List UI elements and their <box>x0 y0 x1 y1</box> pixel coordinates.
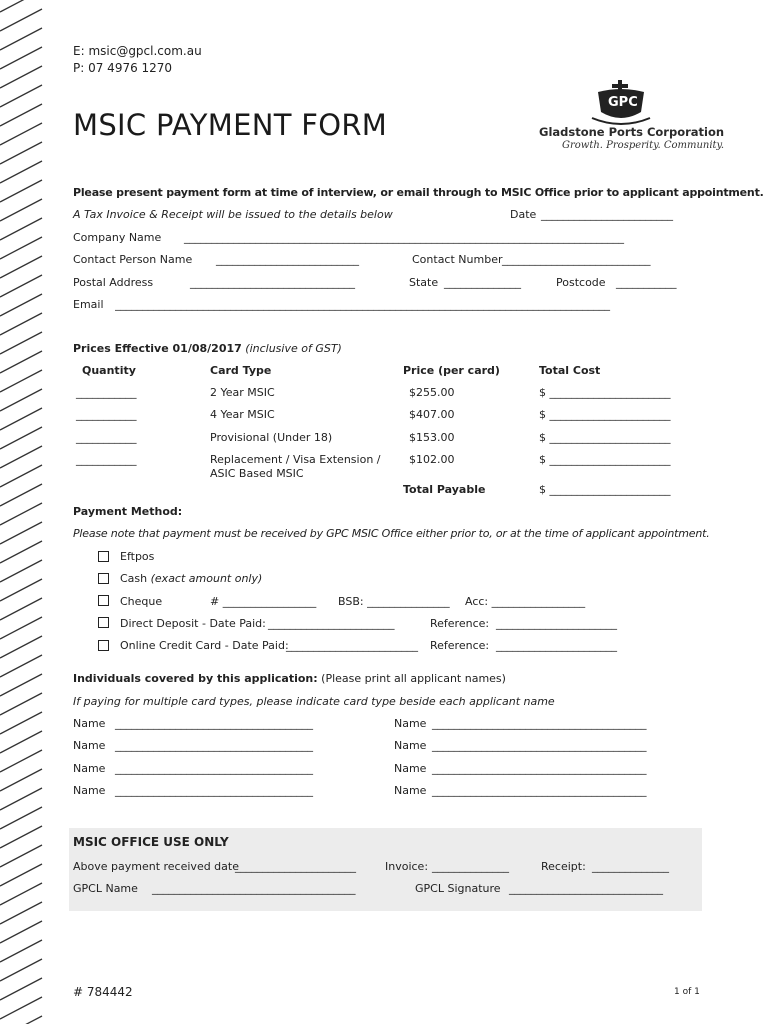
stripe-line <box>0 332 42 354</box>
stripe-line <box>0 674 42 696</box>
email-field[interactable]: __________________________________________________________________________________________ <box>115 298 610 311</box>
stripe-line <box>0 47 42 69</box>
received-date-field[interactable]: ______________________ <box>235 860 356 873</box>
total-payable-field[interactable]: $ ______________________ <box>539 483 671 496</box>
stripe-line <box>0 598 42 620</box>
postcode-field[interactable]: ___________ <box>616 276 677 289</box>
stripe-line <box>0 465 42 487</box>
online-credit-card-checkbox[interactable] <box>98 640 109 651</box>
name-label: Name <box>73 739 106 752</box>
quantity-field-provisional[interactable]: ___________ <box>76 431 137 444</box>
stripe-line <box>0 788 42 810</box>
date-label: Date <box>510 208 537 221</box>
date-field[interactable]: ________________________ <box>541 208 673 221</box>
company-name-field[interactable]: ________________________________________________________________________________ <box>184 231 624 244</box>
stripe-line <box>0 541 42 563</box>
name-label: Name <box>73 762 106 775</box>
stripe-line <box>0 864 42 886</box>
stripe-line <box>0 769 42 791</box>
logo-tagline: Growth. Prosperity. Community. <box>562 140 725 151</box>
contact-person-field[interactable]: __________________________ <box>216 253 359 266</box>
direct-deposit-checkbox[interactable] <box>98 617 109 628</box>
postcode-label: Postcode <box>556 276 606 289</box>
stripe-line <box>0 750 42 772</box>
quantity-field-replacement[interactable]: ___________ <box>76 453 137 466</box>
stripe-line <box>0 902 42 924</box>
gpcl-name-field[interactable]: _____________________________________ <box>152 882 356 895</box>
gpcl-signature-field[interactable]: ____________________________ <box>509 882 663 895</box>
stripe-line <box>0 0 42 12</box>
acc-field[interactable]: Acc: _________________ <box>465 595 586 608</box>
name-field[interactable]: _______________________________________ <box>432 739 647 752</box>
stripe-line <box>0 446 42 468</box>
office-use-heading: MSIC OFFICE USE ONLY <box>73 835 229 849</box>
stripe-line <box>0 693 42 715</box>
stripe-line <box>0 123 42 145</box>
contact-email: E: msic@gpcl.com.au <box>73 44 202 58</box>
logo-name: Gladstone Ports Corporation <box>539 125 725 139</box>
total-payable-label: Total Payable <box>403 483 486 496</box>
col-quantity: Quantity <box>82 364 136 377</box>
name-label: Name <box>73 717 106 730</box>
online-credit-card-label: Online Credit Card - Date Paid: <box>120 639 289 652</box>
individuals-heading-note: (Please print all applicant names) <box>321 672 506 685</box>
cash-note: (exact amount only) <box>150 572 263 585</box>
stripe-line <box>0 883 42 905</box>
stripe-line <box>0 617 42 639</box>
price-provisional: $153.00 <box>409 431 455 444</box>
eftpos-checkbox[interactable] <box>98 551 109 562</box>
stripe-line <box>0 389 42 411</box>
price-replacement: $102.00 <box>409 453 455 466</box>
name-label: Name <box>394 784 427 797</box>
instruction-text: Please present payment form at time of interview, or email through to MSIC Office prior to applicant appointment. <box>73 186 764 199</box>
stripe-line <box>0 959 42 981</box>
name-label: Name <box>394 762 427 775</box>
direct-deposit-date-field[interactable]: _______________________ <box>268 617 395 630</box>
cheque-number-field[interactable]: # _________________ <box>210 595 317 608</box>
direct-deposit-reference-label: Reference: <box>430 617 490 630</box>
cheque-checkbox[interactable] <box>98 595 109 606</box>
name-label: Name <box>394 739 427 752</box>
stripe-line <box>0 237 42 259</box>
online-date-field[interactable]: ________________________ <box>286 639 418 652</box>
individuals-note: If paying for multiple card types, please indicate card type beside each applicant name <box>73 695 555 708</box>
direct-deposit-reference-field[interactable]: ______________________ <box>496 617 617 630</box>
state-label: State <box>409 276 439 289</box>
cash-label-row <box>120 572 262 585</box>
gpcl-signature-label: GPCL Signature <box>415 882 501 895</box>
stripe-line <box>0 294 42 316</box>
stripe-line <box>0 104 42 126</box>
stripe-line <box>0 218 42 240</box>
card-type-replacement: Replacement / Visa Extension / <box>210 453 381 466</box>
postal-address-field[interactable]: ______________________________ <box>190 276 355 289</box>
price-4yr: $407.00 <box>409 408 455 421</box>
total-field-4yr[interactable]: $ ______________________ <box>539 408 671 421</box>
logo-badge: GPC <box>608 95 638 110</box>
stripe-line <box>0 826 42 848</box>
received-date-label: Above payment received date <box>73 860 239 873</box>
card-type-provisional: Provisional (Under 18) <box>210 431 333 444</box>
total-field-2yr[interactable]: $ ______________________ <box>539 386 671 399</box>
stripe-line <box>0 9 42 31</box>
cash-checkbox[interactable] <box>98 573 109 584</box>
company-name-label: Company Name <box>73 231 162 244</box>
receipt-label: Receipt: <box>541 860 586 873</box>
stripe-line <box>0 712 42 734</box>
document-number: # 784442 <box>73 985 133 999</box>
prices-gst-note: (inclusive of GST) <box>245 342 342 355</box>
page-title: MSIC PAYMENT FORM <box>73 108 388 142</box>
name-label: Name <box>73 784 106 797</box>
name-field[interactable]: ____________________________________ <box>115 717 313 730</box>
price-2yr: $255.00 <box>409 386 455 399</box>
stripe-line <box>0 66 42 88</box>
col-total: Total Cost <box>539 364 601 377</box>
stripe-line <box>0 503 42 525</box>
stripe-line <box>0 807 42 829</box>
stripe-line <box>0 275 42 297</box>
stripe-line <box>0 351 42 373</box>
stripe-line <box>0 560 42 582</box>
direct-deposit-label: Direct Deposit - Date Paid: <box>120 617 266 630</box>
page-number: 1 of 1 <box>674 987 700 997</box>
stripe-line <box>0 161 42 183</box>
card-type-4yr: 4 Year MSIC <box>210 408 275 421</box>
individuals-heading: Individuals covered by this application: <box>73 672 318 685</box>
name-field[interactable]: ____________________________________ <box>115 739 313 752</box>
stripe-line <box>0 940 42 962</box>
online-reference-label: Reference: <box>430 639 490 652</box>
stripe-line <box>0 142 42 164</box>
card-type-2yr: 2 Year MSIC <box>210 386 275 399</box>
name-field[interactable]: ____________________________________ <box>115 762 313 775</box>
payment-method-heading: Payment Method: <box>73 505 183 518</box>
stripe-line <box>0 85 42 107</box>
cheque-label: Cheque <box>120 595 163 608</box>
stripe-line <box>0 522 42 544</box>
payment-note: Please note that payment must be received by GPC MSIC Office either prior to, or at the time of applicant appointment. <box>73 527 710 540</box>
prices-heading-row <box>73 342 342 355</box>
receipt-field[interactable]: ______________ <box>592 860 669 873</box>
stripe-line <box>0 427 42 449</box>
stripe-line <box>0 199 42 221</box>
stripe-line <box>0 731 42 753</box>
stripe-line <box>0 997 42 1019</box>
stripe-line <box>0 28 42 50</box>
stripe-line <box>0 1016 42 1024</box>
contact-number-field[interactable]: ___________________________ <box>502 253 651 266</box>
prices-heading: Prices Effective 01/08/2017 <box>73 342 242 355</box>
stripe-line <box>0 921 42 943</box>
stripe-line <box>0 845 42 867</box>
stripe-line <box>0 579 42 601</box>
quantity-field-4yr[interactable]: ___________ <box>76 408 137 421</box>
stripe-line <box>0 655 42 677</box>
eftpos-label: Eftpos <box>120 550 155 563</box>
stripe-line <box>0 484 42 506</box>
contact-number-label: Contact Number <box>412 253 503 266</box>
stripe-line <box>0 978 42 1000</box>
invoice-field[interactable]: ______________ <box>432 860 509 873</box>
bsb-field[interactable]: BSB: _______________ <box>338 595 450 608</box>
card-type-replacement-line2: ASIC Based MSIC <box>210 467 304 480</box>
stripe-line <box>0 313 42 335</box>
invoice-label: Invoice: <box>385 860 429 873</box>
decorative-stripes <box>0 0 44 1024</box>
stripe-line <box>0 256 42 278</box>
col-price: Price (per card) <box>403 364 500 377</box>
state-field[interactable]: ______________ <box>444 276 521 289</box>
stripe-line <box>0 370 42 392</box>
cash-label: Cash <box>120 572 148 585</box>
name-field[interactable]: _______________________________________ <box>432 762 647 775</box>
col-card-type: Card Type <box>210 364 272 377</box>
stripe-line <box>0 408 42 430</box>
name-field[interactable]: ____________________________________ <box>115 784 313 797</box>
email-label: Email <box>73 298 104 311</box>
total-field-provisional[interactable]: $ ______________________ <box>539 431 671 444</box>
individuals-heading-row <box>73 672 506 685</box>
gpc-logo <box>536 80 725 156</box>
contact-phone: P: 07 4976 1270 <box>73 61 173 75</box>
name-field[interactable]: _______________________________________ <box>432 717 647 730</box>
tax-note: A Tax Invoice & Receipt will be issued to the details below <box>73 208 393 221</box>
name-field[interactable]: _______________________________________ <box>432 784 647 797</box>
postal-address-label: Postal Address <box>73 276 154 289</box>
gpcl-name-label: GPCL Name <box>73 882 138 895</box>
name-label: Name <box>394 717 427 730</box>
stripe-line <box>0 636 42 658</box>
contact-person-label: Contact Person Name <box>73 253 193 266</box>
online-reference-field[interactable]: ______________________ <box>496 639 617 652</box>
total-field-replacement[interactable]: $ ______________________ <box>539 453 671 466</box>
stripe-line <box>0 180 42 202</box>
quantity-field-2yr[interactable]: ___________ <box>76 386 137 399</box>
